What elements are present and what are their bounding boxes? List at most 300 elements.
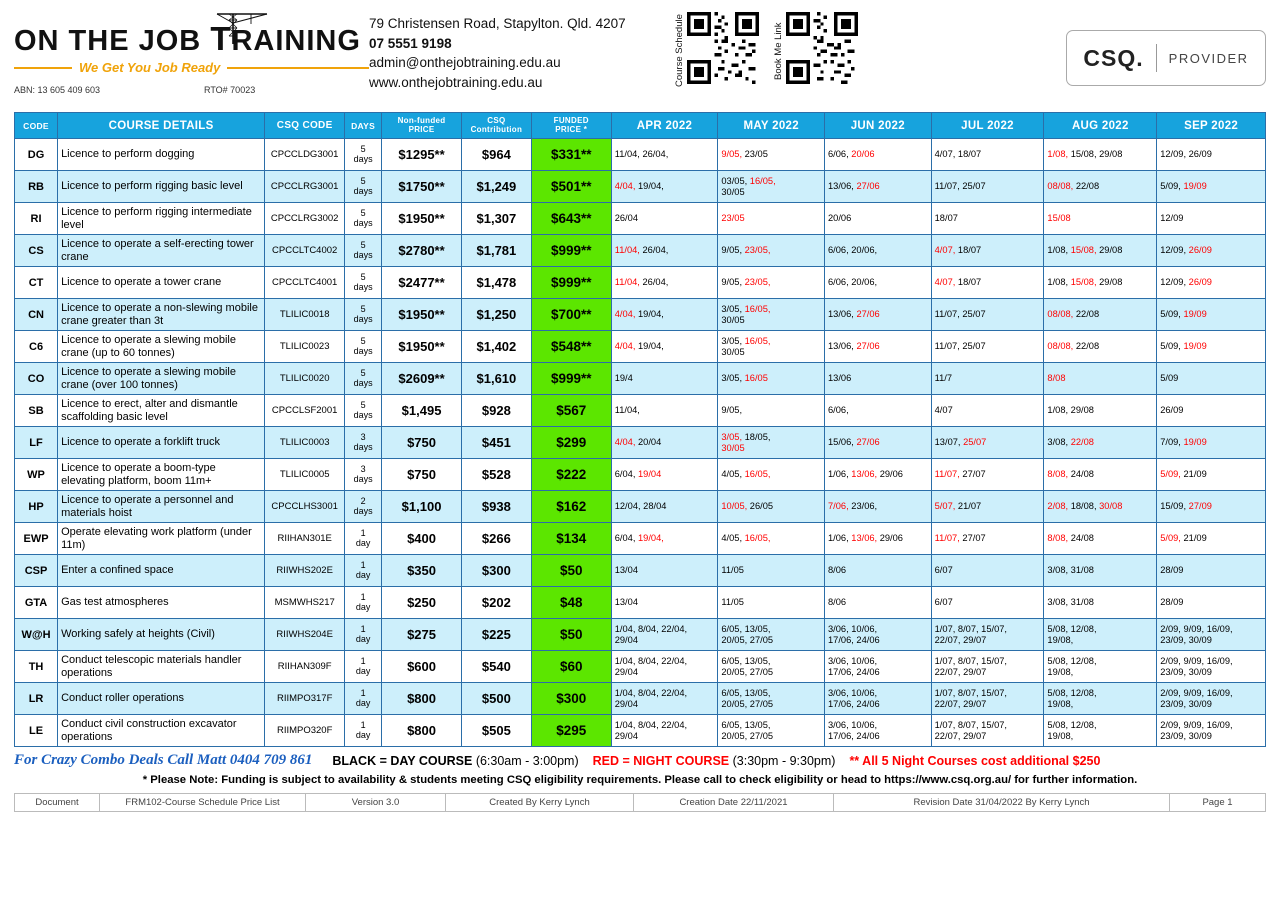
legend-night-time: (3:30pm - 9:30pm) [732,753,836,768]
night-course-date: 16/05, [742,303,771,314]
doc-label: Document [14,794,100,812]
tagline-rule-right [227,67,369,69]
day-course-date: 1/06, [828,533,849,544]
cell-dates-jul [931,523,1044,555]
th-month-aug: AUG 2022 [1044,113,1157,139]
qr-codes [674,8,872,90]
th-month-may: MAY 2022 [718,113,825,139]
day-course-date: 3/08, 31/08 [1047,597,1094,608]
day-course-date: 26/04 [614,213,638,224]
day-course-date: 22/08 [1073,181,1100,192]
day-course-date: 6/06, [828,149,849,160]
cell-funded-price: $567 [531,395,611,427]
night-course-date: 15/08, [1068,245,1097,256]
table-row [15,651,1266,683]
day-course-date: 5/09, [1160,181,1181,192]
cell-days [345,299,382,331]
day-course-date: 18/08, [1068,501,1097,512]
cell-course-code: SB [15,395,58,427]
qr-book-me-label: Book Me Link [773,22,784,80]
cell-dates-jun [825,331,932,363]
qr-course-schedule-label: Course Schedule [674,14,685,88]
days-unit: days [353,345,373,356]
cell-course-details: Licence to perform rigging basic level [58,171,265,203]
day-course-date: 29/08 [1096,245,1123,256]
days-number: 1 [360,624,366,635]
night-course-date: 11/07, [934,533,960,544]
cell-dates-apr [611,491,718,523]
cell-dates-may [718,171,825,203]
day-course-date: 5/08, 12/08, 19/08, [1047,655,1097,677]
night-course-date: 08/08, [1047,341,1074,352]
night-course-date: 8/08 [1047,373,1066,384]
cell-days [345,491,382,523]
th-code: CODE [15,113,58,139]
day-course-date: 21/09 [1180,469,1207,480]
night-course-date: 4/04, [614,437,636,448]
night-course-date: 27/09 [1186,501,1212,512]
th-course-details: COURSE DETAILS [58,113,265,139]
tagline-text: We Get You Job Ready [79,60,221,75]
cell-csq-code: TLILIC0003 [265,427,345,459]
cell-funded-price: $643** [531,203,611,235]
day-course-date: 26/05 [747,501,774,512]
days-number: 5 [360,240,366,251]
th-month-jul: JUL 2022 [931,113,1044,139]
cell-dates-apr [611,299,718,331]
night-course-date: 4/04, [614,181,636,192]
cell-dates-may [718,683,825,715]
day-course-date: 4/07, 18/07 [934,149,982,160]
day-course-date: 2/09, 9/09, 16/09, 23/09, 30/09 [1160,655,1233,677]
cell-course-code: LE [15,715,58,747]
cell-csq-code: RIIMPO317F [265,683,345,715]
day-course-date: 6/05, 13/05, 20/05, 27/05 [721,655,774,677]
table-row [15,395,1266,427]
day-course-date: 18/07 [934,213,958,224]
cell-dates-aug [1044,651,1157,683]
night-course-date: 27/06 [853,309,880,320]
days-number: 5 [360,144,366,155]
cell-course-details: Conduct civil construction excavator operations [58,715,265,747]
cell-csq-code: CPCCLHS3001 [265,491,345,523]
table-row [15,171,1266,203]
cell-dates-jun [825,555,932,587]
days-number: 5 [360,336,366,347]
th-month-apr: APR 2022 [611,113,718,139]
cell-dates-sep [1157,331,1266,363]
cell-dates-may [718,203,825,235]
cell-days [345,395,382,427]
cell-course-code: CN [15,299,58,331]
cell-dates-jul [931,299,1044,331]
night-course-date: 13/06, [848,533,878,544]
cell-dates-sep [1157,363,1266,395]
cell-dates-aug [1044,235,1157,267]
day-course-date: 29/06 [877,469,903,480]
cell-csq-contribution: $1,402 [462,331,532,363]
night-course-date: 19/09 [1180,309,1207,320]
cell-dates-may [718,587,825,619]
cell-dates-jun [825,139,932,171]
cell-nonfunded-price: $1750** [382,171,462,203]
day-course-date: 19/4 [614,373,633,384]
night-course-date: 5/09, [1160,469,1181,480]
cell-dates-jun [825,715,932,747]
cell-dates-jun [825,651,932,683]
cell-dates-may [718,555,825,587]
night-course-date: 1/08, [1047,149,1069,160]
cell-dates-jul [931,331,1044,363]
cell-funded-price: $548** [531,331,611,363]
cell-funded-price: $999** [531,363,611,395]
legend-day-label: BLACK = DAY COURSE [332,753,473,768]
day-course-date: 6/06, 20/06, [828,277,878,288]
cell-dates-sep [1157,683,1266,715]
cell-dates-jun [825,683,932,715]
tagline-rule-left [14,67,72,69]
legend-night-surcharge: ** All 5 Night Courses cost additional $250 [849,753,1101,768]
day-course-date: 6/04, [614,533,636,544]
day-course-date: 1/07, 8/07, 15/07, 22/07, 29/07 [934,623,1008,645]
th-funded-line2: PRICE * [555,124,588,134]
days-unit: day [355,665,371,676]
cell-course-details: Licence to operate a personnel and materials hoist [58,491,265,523]
cell-dates-may [718,139,825,171]
day-course-date: 28/09 [1160,565,1184,576]
th-nonfunded-line1: Non-funded [397,116,446,126]
day-course-date: 9/05, [721,245,743,256]
cell-dates-aug [1044,555,1157,587]
cell-dates-sep [1157,459,1266,491]
day-course-date: 6/07 [934,565,953,576]
cell-funded-price: $299 [531,427,611,459]
day-course-date: 11/07, 25/07 [934,309,986,320]
cell-days [345,235,382,267]
cell-dates-sep [1157,427,1266,459]
cell-csq-contribution: $1,250 [462,299,532,331]
cell-days [345,171,382,203]
cell-course-code: CO [15,363,58,395]
doc-creation-date: Creation Date 22/11/2021 [634,794,834,812]
cell-days [345,331,382,363]
day-course-date: 19/04, [635,309,664,320]
day-course-date: 2/09, 9/09, 16/09, 23/09, 30/09 [1160,719,1233,741]
cell-dates-jul [931,683,1044,715]
contact-email[interactable]: admin@onthejobtraining.edu.au [369,55,561,71]
day-course-date: 13/06, [828,181,854,192]
cell-dates-jun [825,203,932,235]
contact-website[interactable]: www.onthejobtraining.edu.au [369,74,543,90]
day-course-date: 13/06, [828,341,854,352]
cell-dates-jun [825,459,932,491]
cell-course-details: Licence to perform dogging [58,139,265,171]
cell-dates-aug [1044,363,1157,395]
combo-deals-text: For Crazy Combo Deals Call Matt 0404 709 861 [14,752,313,768]
night-course-date: 5/09, [1160,533,1181,544]
cell-csq-contribution: $1,610 [462,363,532,395]
cell-course-code: LF [15,427,58,459]
day-course-date: 3/05, [721,303,743,314]
cell-csq-code: RIIWHS204E [265,619,345,651]
cell-csq-code: CPCCLRG3001 [265,171,345,203]
night-course-date: 23/05, [742,245,771,256]
cell-dates-sep [1157,139,1266,171]
day-course-date: 3/05, [721,373,743,384]
day-course-date: 5/09, [1160,309,1181,320]
day-course-date: 2/09, 9/09, 16/09, 23/09, 30/09 [1160,623,1233,645]
cell-dates-sep [1157,235,1266,267]
cell-dates-may [718,491,825,523]
cell-course-details: Conduct roller operations [58,683,265,715]
cell-course-details: Working safely at heights (Civil) [58,619,265,651]
days-number: 5 [360,400,366,411]
cell-dates-sep [1157,491,1266,523]
cell-nonfunded-price: $275 [382,619,462,651]
day-course-date: 8/06 [828,597,847,608]
days-number: 1 [360,720,366,731]
night-course-date: 27/06 [853,181,880,192]
cell-csq-contribution: $928 [462,395,532,427]
cell-dates-jun [825,491,932,523]
cell-course-code: CSP [15,555,58,587]
contact-address: 79 Christensen Road, Stapylton. Qld. 4207 [369,16,626,31]
doc-created-by: Created By Kerry Lynch [446,794,634,812]
night-course-date: 11/07, [934,469,960,480]
cell-csq-contribution: $964 [462,139,532,171]
day-course-date: 29/06 [877,533,903,544]
cell-funded-price: $700** [531,299,611,331]
day-course-date: 1/07, 8/07, 15/07, 22/07, 29/07 [934,719,1008,741]
night-course-date: 30/08 [1096,501,1123,512]
cell-funded-price: $999** [531,235,611,267]
table-row [15,299,1266,331]
cell-dates-jul [931,139,1044,171]
cell-csq-contribution: $1,249 [462,171,532,203]
days-number: 2 [360,496,366,507]
day-course-date: 22/08 [1073,309,1100,320]
cell-dates-jul [931,587,1044,619]
logo-text-t: T [210,20,232,57]
cell-days [345,427,382,459]
cell-dates-aug [1044,139,1157,171]
night-course-date: 26/09 [1186,245,1212,256]
day-course-date: 6/05, 13/05, 20/05, 27/05 [721,719,774,741]
cell-dates-apr [611,171,718,203]
table-row [15,683,1266,715]
day-course-date: 28/09 [1160,597,1184,608]
cell-csq-code: RIIHAN309F [265,651,345,683]
days-unit: days [353,505,373,516]
cell-dates-apr [611,267,718,299]
day-course-date: 12/04, 28/04 [614,501,667,512]
cell-dates-apr [611,651,718,683]
cell-dates-apr [611,363,718,395]
cell-dates-apr [611,203,718,235]
th-nonfunded-line2: PRICE [408,124,435,134]
cell-csq-code: CPCCLTC4001 [265,267,345,299]
qr-book-me-link[interactable] [773,12,858,90]
night-course-date: 19/09 [1180,341,1207,352]
night-course-date: 13/06, [848,469,878,480]
day-course-date: 3/08, 31/08 [1047,565,1094,576]
th-csq-contribution [462,113,532,139]
cell-csq-code: RIIWHS202E [265,555,345,587]
table-row [15,715,1266,747]
cell-csq-code: CPCCLSF2001 [265,395,345,427]
th-funded-line1: FUNDED [553,116,589,126]
cell-dates-apr [611,459,718,491]
cell-dates-aug [1044,459,1157,491]
day-course-date: 03/05, [721,175,748,186]
doc-version: Version 3.0 [306,794,446,812]
cell-dates-may [718,715,825,747]
cell-dates-aug [1044,715,1157,747]
day-course-date: 26/09 [1160,405,1184,416]
day-course-date: 26/04, [639,277,669,288]
day-course-date: 1/04, 8/04, 22/04, 29/04 [614,655,688,677]
cell-course-code: WP [15,459,58,491]
days-unit: days [353,217,373,228]
cell-dates-apr [611,395,718,427]
table-row [15,139,1266,171]
cell-nonfunded-price: $2780** [382,235,462,267]
night-course-date: 19/09 [1180,437,1207,448]
document-header [14,8,1266,112]
cell-course-code: DG [15,139,58,171]
tagline-row [14,60,369,75]
cell-dates-apr [611,235,718,267]
night-course-date: 11/04, [614,277,640,288]
cell-funded-price: $222 [531,459,611,491]
days-number: 5 [360,176,366,187]
days-unit: days [353,153,373,164]
night-course-date: 4/04, [614,309,636,320]
legend-day-course [332,754,578,768]
day-course-date: 27/07 [959,469,986,480]
day-course-date: 3/06, 10/06, 17/06, 24/06 [828,687,880,709]
cell-csq-contribution: $225 [462,619,532,651]
day-course-date: 30/05 [721,186,745,197]
cell-funded-price: $295 [531,715,611,747]
qr-code-icon [786,12,858,84]
night-course-date: 16/05 [742,373,768,384]
day-course-date: 5/09 [1160,373,1179,384]
day-course-date: 19/04, [635,181,664,192]
cell-nonfunded-price: $350 [382,555,462,587]
company-logo [14,8,369,95]
days-number: 5 [360,272,366,283]
cell-course-code: RB [15,171,58,203]
cell-dates-jun [825,171,932,203]
cell-nonfunded-price: $1950** [382,299,462,331]
cell-csq-contribution: $266 [462,523,532,555]
cell-csq-code: TLILIC0023 [265,331,345,363]
day-course-date: 21/07 [955,501,982,512]
cell-csq-code: MSMWHS217 [265,587,345,619]
cell-dates-sep [1157,715,1266,747]
logo-text-secondary: RAINING [231,25,361,57]
days-number: 5 [360,208,366,219]
cell-nonfunded-price: $800 [382,715,462,747]
cell-csq-code: RIIMPO320F [265,715,345,747]
night-course-date: 16/05, [742,469,771,480]
day-course-date: 5/08, 12/08, 19/08, [1047,687,1097,709]
day-course-date: 1/06, [828,469,849,480]
night-course-date: 22/08 [1068,437,1094,448]
day-course-date: 3/06, 10/06, 17/06, 24/06 [828,719,880,741]
day-course-date: 9/05, [721,405,743,416]
day-course-date: 18/05, [742,431,771,442]
csq-provider-text: PROVIDER [1168,50,1249,66]
cell-funded-price: $50 [531,555,611,587]
day-course-date: 1/08, 29/08 [1047,405,1094,416]
night-course-date: 11/04, [614,245,640,256]
table-row [15,523,1266,555]
contact-phone[interactable]: 07 5551 9198 [369,35,452,51]
rto-text: RTO# 70023 [204,85,256,95]
cell-dates-aug [1044,619,1157,651]
cell-days [345,619,382,651]
csq-logo-text: CSQ. [1083,44,1144,71]
cell-days [345,139,382,171]
cell-dates-sep [1157,203,1266,235]
night-course-date: 16/05, [742,533,771,544]
legend-day-time: (6:30am - 3:00pm) [475,753,579,768]
table-row [15,619,1266,651]
cell-dates-jun [825,299,932,331]
day-course-date: 20/04 [635,437,662,448]
cell-course-code: RI [15,203,58,235]
day-course-date: 22/08 [1073,341,1100,352]
cell-dates-sep [1157,651,1266,683]
th-contribution-line2: Contribution [470,124,523,134]
day-course-date: 1/08, [1047,277,1069,288]
day-course-date: 30/05 [721,346,745,357]
cell-nonfunded-price: $1950** [382,203,462,235]
day-course-date: 24/08 [1068,469,1094,480]
cell-dates-apr [611,587,718,619]
days-unit: day [355,697,371,708]
qr-code-icon [687,12,759,84]
cell-dates-jun [825,587,932,619]
day-course-date: 1/08, [1047,245,1069,256]
csq-provider-badge [1066,30,1266,86]
day-course-date: 11/07, 25/07 [934,181,986,192]
cell-funded-price: $48 [531,587,611,619]
day-course-date: 13/06, [828,309,854,320]
day-course-date: 18/07 [955,277,982,288]
night-course-date: 8/08, [1047,533,1069,544]
day-course-date: 11/7 [934,373,953,384]
cell-course-code: W@H [15,619,58,651]
night-course-date: 16/05, [747,175,776,186]
logo-text-primary: ON THE JOB [14,25,202,57]
registration-row [14,85,369,95]
day-course-date: 11/04, [614,405,640,416]
cell-course-details: Licence to perform rigging intermediate level [58,203,265,235]
day-course-date: 4/05, [721,469,743,480]
cell-nonfunded-price: $2477** [382,267,462,299]
qr-course-schedule[interactable] [674,12,759,90]
cell-dates-aug [1044,587,1157,619]
cell-dates-aug [1044,395,1157,427]
days-number: 1 [360,560,366,571]
night-course-date: 23/05, [742,277,771,288]
days-number: 1 [360,656,366,667]
cell-funded-price: $134 [531,523,611,555]
cell-dates-sep [1157,267,1266,299]
